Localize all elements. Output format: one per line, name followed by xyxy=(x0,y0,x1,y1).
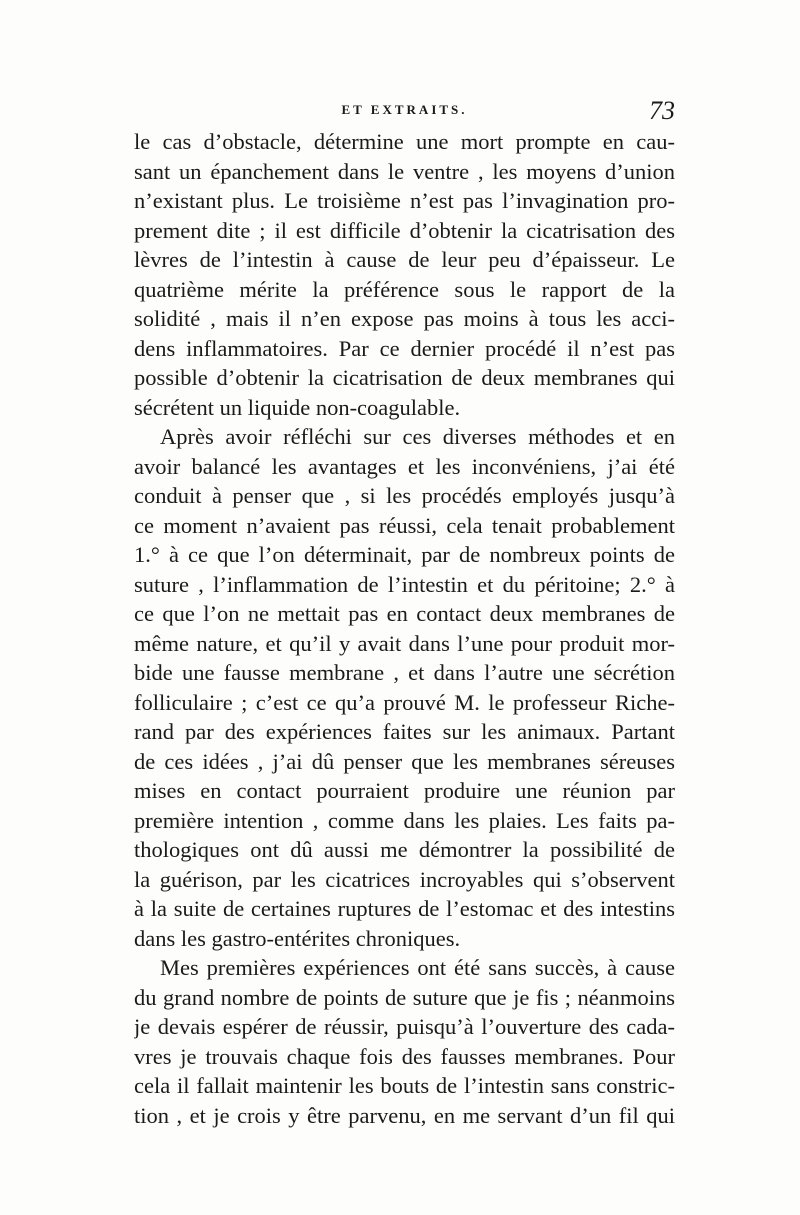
text-line: 1.° à ce que l’on déterminait, par de nombreux points de xyxy=(134,542,675,567)
text-line: bide une fausse membrane , et dans l’autre une sécrétion xyxy=(134,660,675,685)
text-line: du grand nombre de points de suture que je fis ; néanmoins xyxy=(134,984,675,1010)
text-line: ce que l’on ne mettait pas en contact deux membranes de xyxy=(134,601,675,626)
text-line: sécrétent un liquide non-coagulable. xyxy=(134,394,461,420)
text-line: Après avoir réfléchi sur ces diverses méthodes et en xyxy=(160,424,675,449)
text-line: thologiques ont dû aussi me démontrer la possibilité de xyxy=(134,837,675,862)
text-line: la guérison, par les cicatrices incroyables qui s’observent xyxy=(134,866,675,892)
text-line: folliculaire ; c’est ce qu’a prouvé M. le professeur Riche- xyxy=(134,689,675,715)
text-line: lèvres de l’intestin à cause de leur peu d’épaisseur. Le xyxy=(134,247,675,272)
text-line: suture , l’inflammation de l’intestin et du péritoine; 2.° à xyxy=(134,571,675,597)
text-line: solidité , mais il n’en expose pas moins à tous les acci- xyxy=(134,306,675,331)
text-line: Mes premières expériences ont été sans succès, à cause xyxy=(160,955,675,980)
text-line: vres je trouvais chaque fois des fausses membranes. Pour xyxy=(134,1043,675,1069)
text-line: quatrième mérite la préférence sous le rapport de la xyxy=(134,276,675,302)
text-line: le cas d’obstacle, détermine une mort prompte en cau- xyxy=(134,129,675,154)
text-line: rand par des expériences faites sur les animaux. Partant xyxy=(134,719,675,744)
text-line: tion , et je crois y être parvenu, en me servant d’un fil qui xyxy=(134,1102,675,1128)
text-line: cela il fallait maintenir les bouts de l’intestin sans constric- xyxy=(134,1073,675,1098)
text-line: n’existant plus. Le troisième n’est pas l’invagination pro- xyxy=(134,188,675,213)
text-line: de ces idées , j’ai dû penser que les membranes séreuses xyxy=(134,748,675,774)
text-line: à la suite de certaines ruptures de l’estomac et des intestins xyxy=(134,896,675,921)
text-line: sant un épanchement dans le ventre , les moyens d’union xyxy=(134,158,675,184)
text-line: mises en contact pourraient produire une réunion par xyxy=(134,778,675,803)
text-line: avoir balancé les avantages et les inconvéniens, j’ai été xyxy=(134,453,675,479)
text-line: dans les gastro-entérites chroniques. xyxy=(134,925,461,951)
text-line: même nature, et qu’il y avait dans l’une pour produit mor- xyxy=(134,630,675,656)
text-line: dens inflammatoires. Par ce dernier procédé il n’est pas xyxy=(134,335,675,361)
page-number: 73 xyxy=(649,96,675,125)
text-line: prement dite ; il est difficile d’obtenir la cicatrisation des xyxy=(134,217,675,243)
text-line: possible d’obtenir la cicatrisation de deux membranes qui xyxy=(134,365,675,390)
running-title: ET EXTRAITS. xyxy=(341,102,468,117)
text-line: ce moment n’avaient pas réussi, cela tenait probablement xyxy=(134,512,675,538)
body-text xyxy=(134,127,675,1130)
text-line: je devais espérer de réussir, puisqu’à l’ouverture des cada- xyxy=(134,1014,675,1039)
text-line: première intention , comme dans les plaies. Les faits pa- xyxy=(134,807,675,833)
running-head xyxy=(134,96,675,126)
text-line: conduit à penser que , si les procédés employés jusqu’à xyxy=(134,483,675,508)
